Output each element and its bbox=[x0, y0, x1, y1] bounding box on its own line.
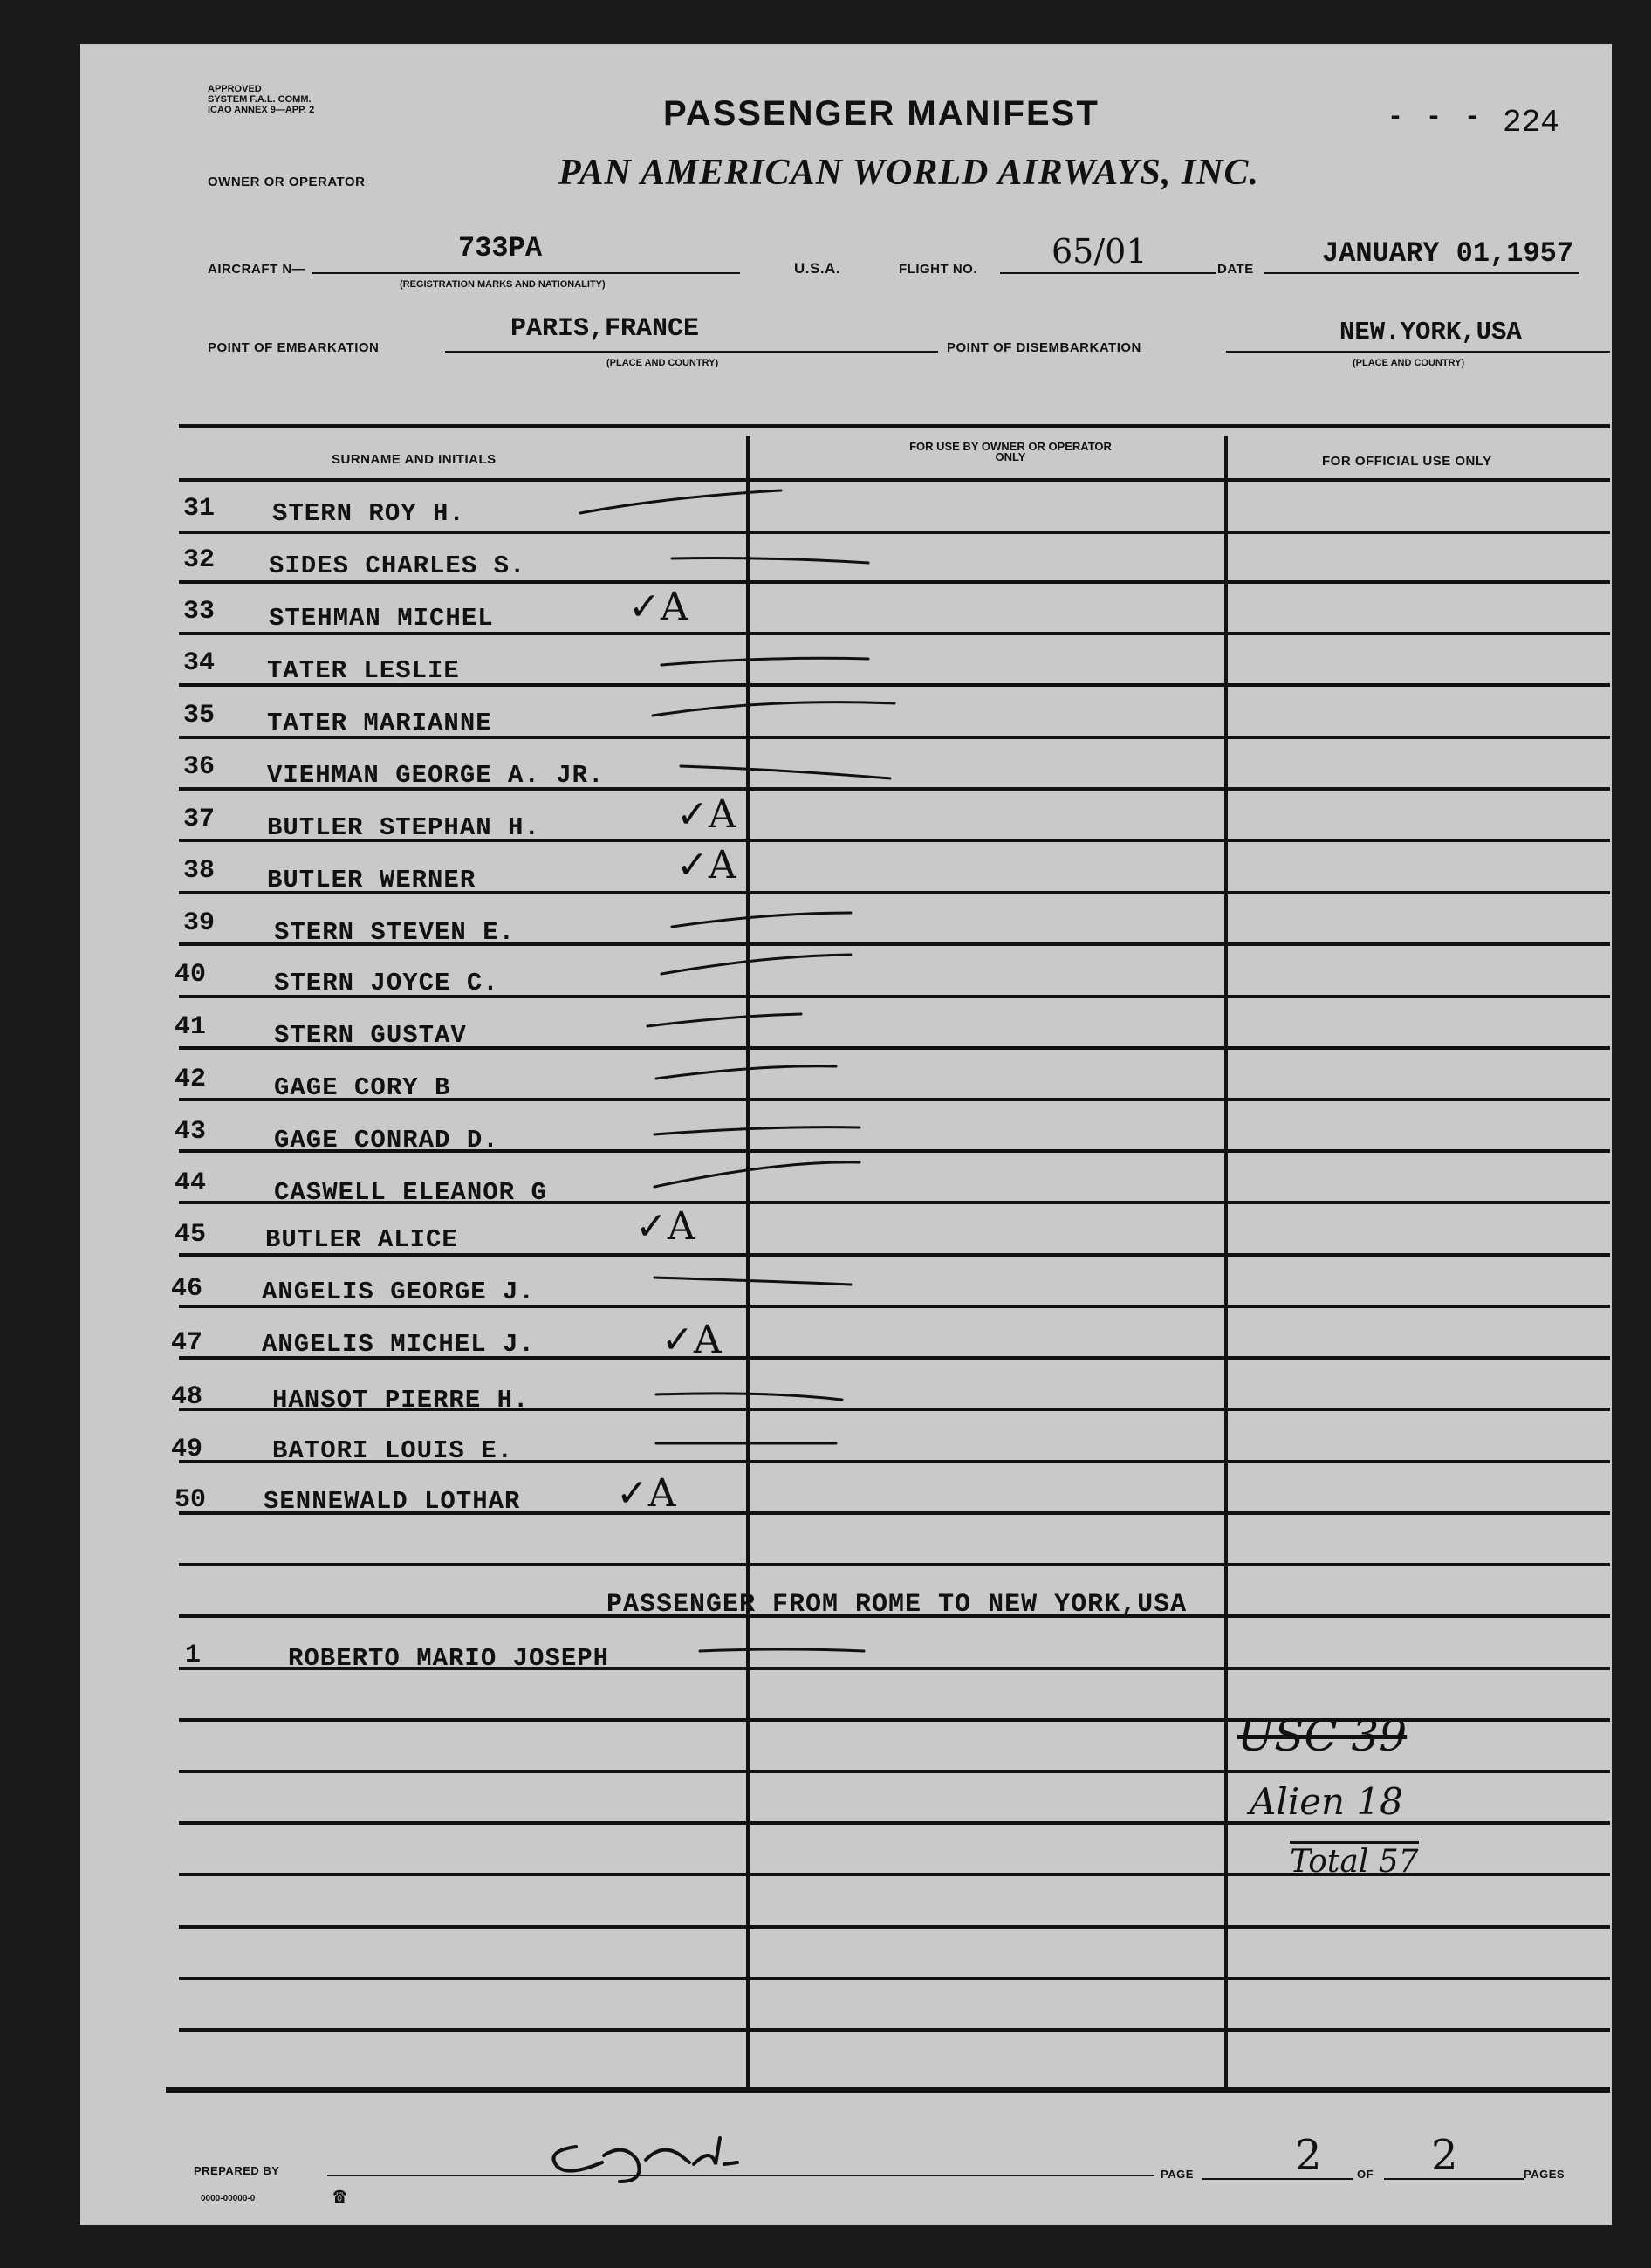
verification-mark: ✓A bbox=[676, 792, 736, 837]
passenger-name: ANGELIS MICHEL J. bbox=[262, 1330, 535, 1359]
row-number: 32 bbox=[183, 545, 216, 575]
passenger-name: VIEHMAN GEORGE A. JR. bbox=[267, 761, 605, 790]
passenger-name: STERN JOYCE C. bbox=[274, 969, 499, 997]
column-header-official: FOR OFFICIAL USE ONLY bbox=[1322, 454, 1492, 469]
form-approval-line: ICAO ANNEX 9—APP. 2 bbox=[208, 105, 315, 115]
verification-mark: ✓A bbox=[661, 1318, 722, 1362]
passenger-name: STERN ROY H. bbox=[272, 499, 465, 528]
embarkation-value: PARIS,FRANCE bbox=[510, 314, 700, 344]
disembark-underline bbox=[1226, 351, 1610, 353]
page-title: PASSENGER MANIFEST bbox=[663, 94, 1100, 133]
registration-sublabel: (REGISTRATION MARKS AND NATIONALITY) bbox=[400, 279, 606, 290]
aircraft-value: 733PA bbox=[458, 232, 543, 264]
verification-mark: ✓A bbox=[616, 1471, 676, 1516]
row-rule bbox=[179, 1563, 1610, 1566]
table-bottom-rule bbox=[166, 2087, 1610, 2093]
page-underline bbox=[1202, 2178, 1353, 2180]
passenger-name: BUTLER ALICE bbox=[265, 1225, 458, 1254]
passenger-name: BATORI LOUIS E. bbox=[272, 1436, 514, 1465]
row-number: 45 bbox=[175, 1220, 207, 1250]
passenger-name: BUTLER WERNER bbox=[267, 866, 476, 894]
tally-line: USC 39 bbox=[1237, 1710, 1408, 1761]
passenger-name: ANGELIS GEORGE J. bbox=[262, 1278, 535, 1306]
row-number: 39 bbox=[183, 908, 216, 938]
date-underline bbox=[1264, 272, 1579, 274]
row-number: 43 bbox=[175, 1117, 207, 1147]
disembarkation-value: NEW.YORK,USA bbox=[1339, 318, 1522, 346]
verification-mark: ✓A bbox=[635, 1204, 695, 1249]
row-number: 49 bbox=[171, 1435, 203, 1464]
row-rule bbox=[179, 478, 1610, 482]
row-rule bbox=[179, 2028, 1610, 2032]
disembark-place-sublabel: (PLACE AND COUNTRY) bbox=[1353, 358, 1465, 368]
of-label: OF bbox=[1357, 2168, 1374, 2181]
pages-value: 2 bbox=[1431, 2131, 1458, 2180]
tally-line: Total 57 bbox=[1290, 1841, 1419, 1880]
row-number: 48 bbox=[171, 1382, 203, 1412]
row-number: 31 bbox=[183, 494, 216, 524]
embark-label: POINT OF EMBARKATION bbox=[208, 340, 380, 355]
verification-mark: ✓A bbox=[676, 843, 736, 887]
passenger-name: BUTLER STEPHAN H. bbox=[267, 813, 540, 842]
date-value: JANUARY 01,1957 bbox=[1322, 237, 1574, 270]
owner-label: OWNER OR OPERATOR bbox=[208, 175, 366, 189]
section-heading: PASSENGER FROM ROME TO NEW YORK,USA bbox=[606, 1590, 1188, 1620]
operator-name: PAN AMERICAN WORLD AIRWAYS, INC. bbox=[558, 153, 1260, 193]
table-top-rule bbox=[179, 424, 1610, 428]
country-label: U.S.A. bbox=[794, 260, 841, 277]
passenger-name: GAGE CORY B bbox=[274, 1073, 451, 1102]
row-number: 46 bbox=[171, 1274, 203, 1304]
column-header-owner: FOR USE BY OWNER OR OPERATOR ONLY bbox=[909, 440, 1112, 463]
column-header-surname: SURNAME AND INITIALS bbox=[332, 452, 497, 467]
page-number-mark: - - - bbox=[1387, 103, 1484, 133]
passenger-name: TATER MARIANNE bbox=[267, 709, 492, 737]
row-number: 37 bbox=[183, 805, 216, 834]
page-value: 2 bbox=[1295, 2131, 1322, 2180]
embark-place-sublabel: (PLACE AND COUNTRY) bbox=[606, 358, 719, 368]
row-number: 50 bbox=[175, 1485, 207, 1515]
form-code: 0000-00000-0 bbox=[201, 2194, 256, 2203]
row-number: 1 bbox=[185, 1641, 202, 1670]
phone-icon: ☎ bbox=[333, 2186, 346, 2210]
row-number: 36 bbox=[183, 752, 216, 782]
passenger-name: STERN STEVEN E. bbox=[274, 918, 516, 947]
passenger-name: SENNEWALD LOTHAR bbox=[264, 1487, 521, 1516]
aircraft-label: AIRCRAFT N— bbox=[208, 262, 306, 277]
row-rule bbox=[179, 531, 1610, 534]
prepared-label: PREPARED BY bbox=[194, 2164, 280, 2177]
row-rule bbox=[179, 1977, 1610, 1980]
passenger-name: STERN GUSTAV bbox=[274, 1021, 467, 1050]
passenger-name: HANSOT PIERRE H. bbox=[272, 1386, 530, 1415]
prepared-signature bbox=[541, 2129, 750, 2190]
row-number: 41 bbox=[175, 1012, 207, 1042]
row-number: 40 bbox=[175, 960, 207, 990]
row-rule bbox=[179, 1770, 1610, 1773]
date-label: DATE bbox=[1217, 262, 1254, 277]
embark-underline bbox=[445, 351, 938, 353]
row-number: 47 bbox=[171, 1328, 203, 1358]
form-approval bbox=[208, 84, 314, 115]
disembark-label: POINT OF DISEMBARKATION bbox=[947, 340, 1141, 355]
form-approval-line: SYSTEM F.A.L. COMM. bbox=[208, 94, 312, 105]
row-number: 44 bbox=[175, 1168, 207, 1198]
flight-label: FLIGHT NO. bbox=[899, 262, 977, 277]
tally-line: Alien 18 bbox=[1250, 1780, 1403, 1823]
row-number: 34 bbox=[183, 648, 216, 678]
flight-underline bbox=[1000, 272, 1216, 274]
passenger-name: ROBERTO MARIO JOSEPH bbox=[288, 1644, 610, 1673]
passenger-name: GAGE CONRAD D. bbox=[274, 1126, 499, 1155]
aircraft-underline bbox=[312, 272, 740, 274]
passenger-name: SIDES CHARLES S. bbox=[269, 552, 526, 580]
row-rule bbox=[179, 1925, 1610, 1929]
row-number: 33 bbox=[183, 597, 216, 627]
flight-value: 65/01 bbox=[1052, 232, 1147, 271]
row-rule bbox=[179, 580, 1610, 584]
passenger-name: STEHMAN MICHEL bbox=[269, 604, 494, 633]
verification-mark: ✓A bbox=[628, 585, 688, 629]
row-number: 38 bbox=[183, 856, 216, 886]
page-number-top: 224 bbox=[1503, 105, 1559, 140]
row-number: 42 bbox=[175, 1065, 207, 1094]
row-number: 35 bbox=[183, 701, 216, 730]
passenger-name: TATER LESLIE bbox=[267, 656, 460, 685]
page-label: PAGE bbox=[1161, 2168, 1194, 2181]
form-approval-line: APPROVED bbox=[208, 84, 262, 94]
pages-label: PAGES bbox=[1524, 2168, 1565, 2181]
passenger-name: CASWELL ELEANOR G bbox=[274, 1178, 547, 1207]
